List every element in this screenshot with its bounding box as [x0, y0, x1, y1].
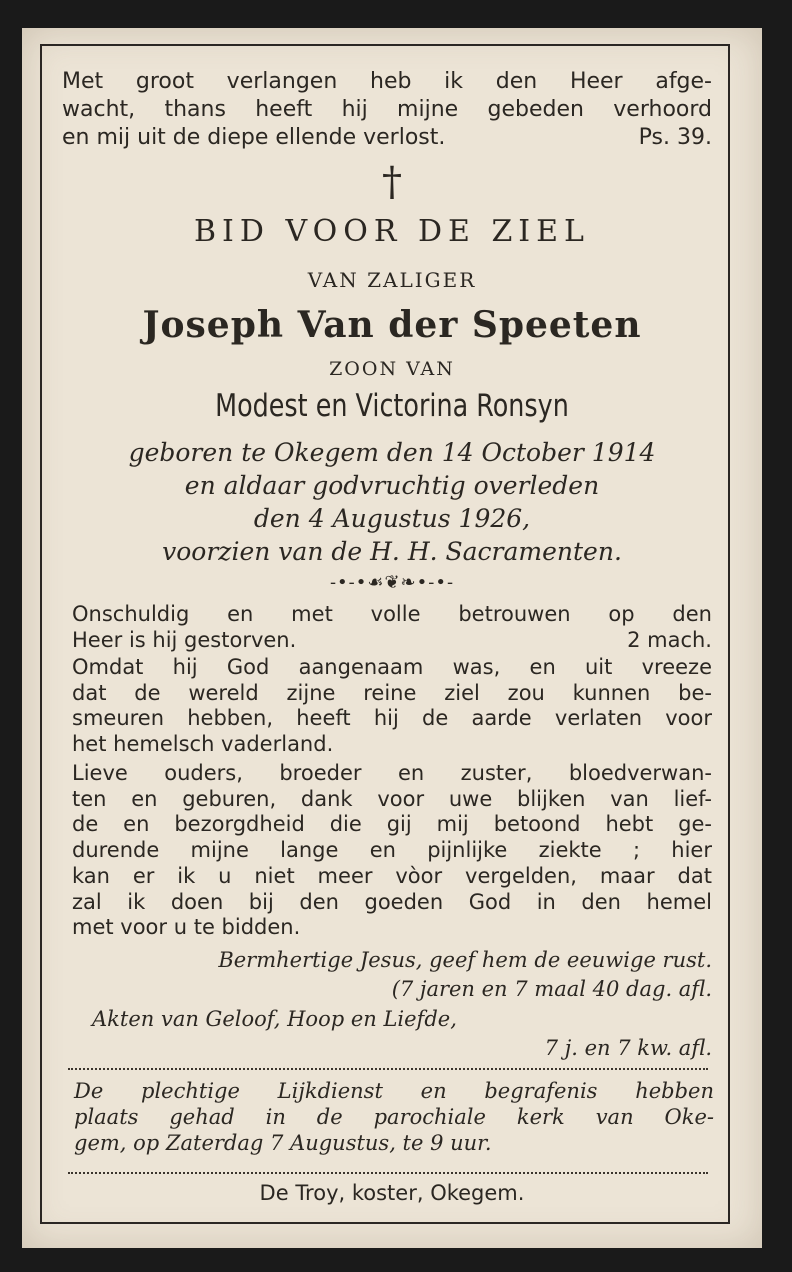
paragraph-line: durende mijne lange en pijnlijke ziekte ; hier — [72, 838, 712, 863]
paragraph-line: de en bezorgdheid die gij mij betoond hebt ge- — [72, 812, 712, 837]
death-date-line: den 4 Augustus 1926, — [253, 504, 531, 533]
paragraph-line: ten en geburen, dank voor uwe blijken van lief- — [72, 786, 712, 811]
paragraph-line: smeuren hebben, heeft hij de aarde verlaten voor — [72, 706, 712, 731]
cross-icon: † — [382, 159, 402, 205]
paragraph-line: het hemelsch vaderland. — [72, 732, 334, 757]
epigraph-line: Met groot verlangen heb ik den Heer afge- — [62, 69, 712, 94]
funeral-line: plaats gehad in de parochiale kerk van Oke- — [74, 1105, 714, 1129]
psalm-reference: Ps. 39. — [638, 125, 712, 150]
parents-names: Modest en Victorina Ronsyn — [215, 388, 569, 424]
funeral-line: gem, op Zaterdag 7 Augustus, te 9 uur. — [74, 1131, 492, 1155]
prayer-title: BID VOOR DE ZIEL — [194, 214, 590, 249]
paragraph-line: Onschuldig en met volle betrouwen op den — [72, 602, 712, 626]
prayer-line: Bermhertige Jesus, geef hem de eeuwige rust. — [218, 948, 712, 972]
epigraph — [62, 68, 712, 152]
paragraph-thanks — [72, 761, 712, 941]
funeral-line: De plechtige Lijkdienst en begrafenis hebben — [74, 1079, 714, 1103]
paragraph-line: kan er ik u niet meer vòor vergelden, maar dat — [72, 863, 712, 888]
deceased-name: Joseph Van der Speeten — [142, 304, 642, 346]
zoon-van-label: ZOON VAN — [329, 358, 455, 380]
paragraph-innocence — [72, 602, 712, 653]
epigraph-line: en mij uit de diepe ellende verlost. — [62, 125, 446, 150]
sacraments-line: voorzien van de H. H. Sacramenten. — [162, 537, 622, 566]
indulgence-prayer-acts — [92, 1005, 712, 1063]
indulgence-line: (7 jaren en 7 maal 40 dag. afl. — [391, 977, 712, 1001]
paragraph-line: zal ik doen bij den goeden God in den hemel — [72, 889, 712, 914]
paragraph-text: Heer is hij gestorven. — [72, 627, 297, 652]
birth-line: geboren te Okegem den 14 October 1914 — [128, 438, 656, 467]
printer-credit: De Troy, koster, Okegem. — [259, 1181, 525, 1205]
indulgence-prayer-jesus — [92, 946, 712, 1004]
paragraph-line: dat de wereld zijne reine ziel zou kunnen be- — [72, 680, 712, 705]
epigraph-line: wacht, thans heeft hij mijne gebeden verhoord — [62, 97, 712, 122]
dotted-divider — [68, 1068, 708, 1070]
indulgence-line: 7 j. en 7 kw. afl. — [544, 1036, 712, 1060]
paragraph-line: Lieve ouders, broeder en zuster, bloedverwan- — [72, 761, 712, 785]
paragraph-line: met voor u te bidden. — [72, 915, 301, 940]
paragraph-line: Omdat hij God aangenaam was, en uit vreeze — [72, 655, 712, 679]
paragraph-god — [72, 655, 712, 758]
death-line: en aldaar godvruchtig overleden — [184, 471, 600, 500]
paragraph-line — [72, 628, 712, 654]
dotted-divider — [68, 1172, 708, 1174]
memorial-card — [22, 28, 762, 1248]
epigraph-last-line — [62, 124, 712, 152]
prayer-line: Akten van Geloof, Hoop en Liefde, — [92, 1007, 457, 1031]
funeral-notice — [74, 1078, 714, 1156]
ornament-divider: -•-•☙❦❧•-•- — [329, 572, 455, 593]
van-zaliger-label: VAN ZALIGER — [307, 268, 477, 292]
scripture-reference: 2 mach. — [627, 627, 712, 652]
